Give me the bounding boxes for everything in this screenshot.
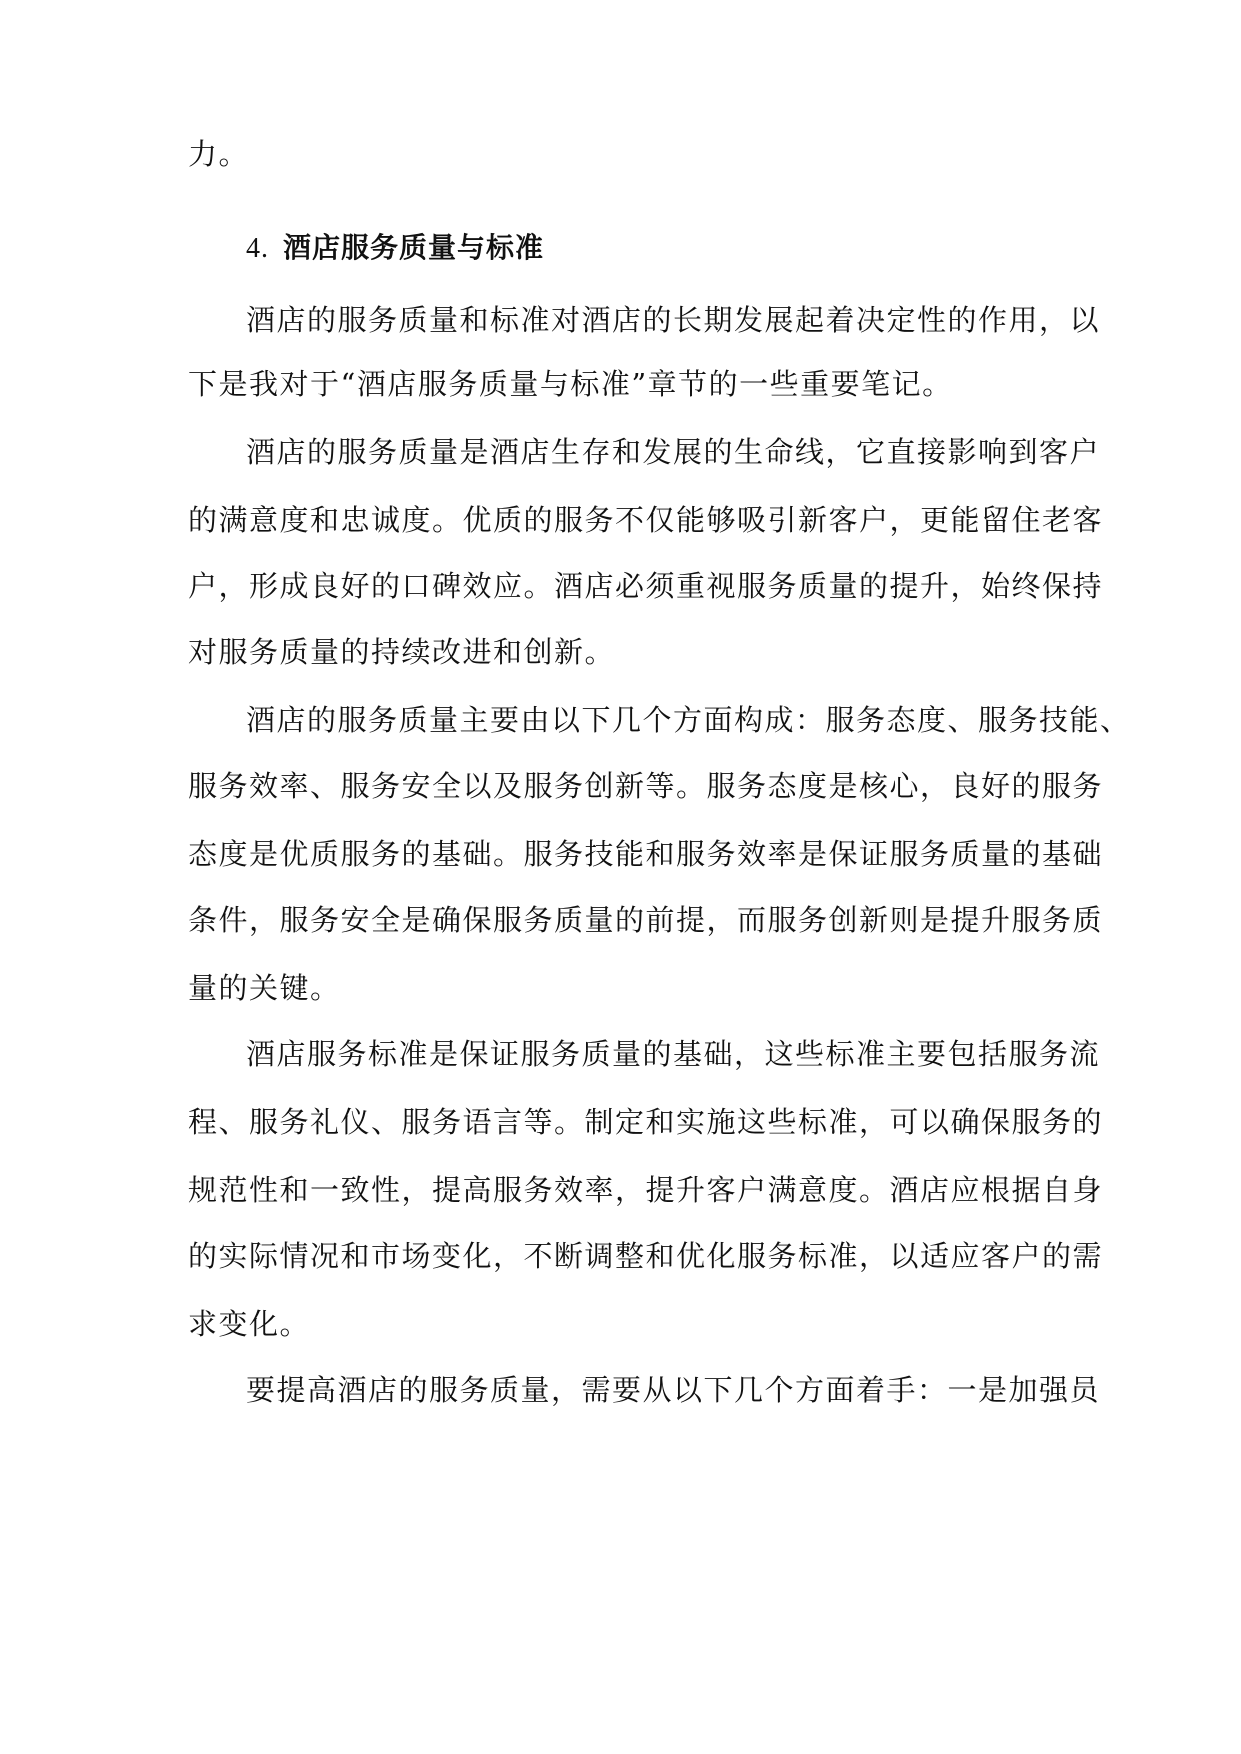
- paragraph-1-line-2: 下是我对于“酒店服务质量与标准”章节的一些重要笔记。: [188, 367, 953, 401]
- paragraph-3-line-5: 量的关键。: [188, 971, 341, 1005]
- section-title: 酒店服务质量与标准: [283, 231, 545, 264]
- paragraph-5-line-1: 要提高酒店的服务质量，需要从以下几个方面着手：一是加强员: [246, 1373, 1101, 1407]
- continuation-text: 力。: [188, 137, 250, 171]
- section-heading: [246, 228, 946, 268]
- paragraph-2-line-1: 酒店的服务质量是酒店生存和发展的生命线，它直接影响到客户: [246, 435, 1101, 469]
- paragraph-3-line-3: 态度是优质服务的基础。服务技能和服务效率是保证服务质量的基础: [188, 837, 1104, 871]
- paragraph-2-line-2: 的满意度和忠诚度。优质的服务不仅能够吸引新客户，更能留住老客: [188, 503, 1104, 537]
- paragraph-2-line-3: 户，形成良好的口碑效应。酒店必须重视服务质量的提升，始终保持: [188, 569, 1104, 603]
- paragraph-4-line-1: 酒店服务标准是保证服务质量的基础，这些标准主要包括服务流: [246, 1037, 1101, 1071]
- paragraph-4-line-4: 的实际情况和市场变化，不断调整和优化服务标准，以适应客户的需: [188, 1239, 1104, 1273]
- paragraph-3-line-4: 条件，服务安全是确保服务质量的前提，而服务创新则是提升服务质: [188, 903, 1104, 937]
- paragraph-1-line-1: 酒店的服务质量和标准对酒店的长期发展起着决定性的作用，以: [246, 303, 1101, 337]
- paragraph-4-line-5: 求变化。: [188, 1307, 311, 1341]
- paragraph-2-line-4: 对服务质量的持续改进和创新。: [188, 635, 616, 669]
- paragraph-4-line-2: 程、服务礼仪、服务语言等。制定和实施这些标准，可以确保服务的: [188, 1105, 1104, 1139]
- section-number: 4.: [246, 233, 269, 264]
- paragraph-3-line-2: 服务效率、服务安全以及服务创新等。服务态度是核心，良好的服务: [188, 769, 1104, 803]
- paragraph-3-line-1: 酒店的服务质量主要由以下几个方面构成：服务态度、服务技能、: [246, 703, 1131, 737]
- paragraph-4-line-3: 规范性和一致性，提高服务效率，提升客户满意度。酒店应根据自身: [188, 1173, 1104, 1207]
